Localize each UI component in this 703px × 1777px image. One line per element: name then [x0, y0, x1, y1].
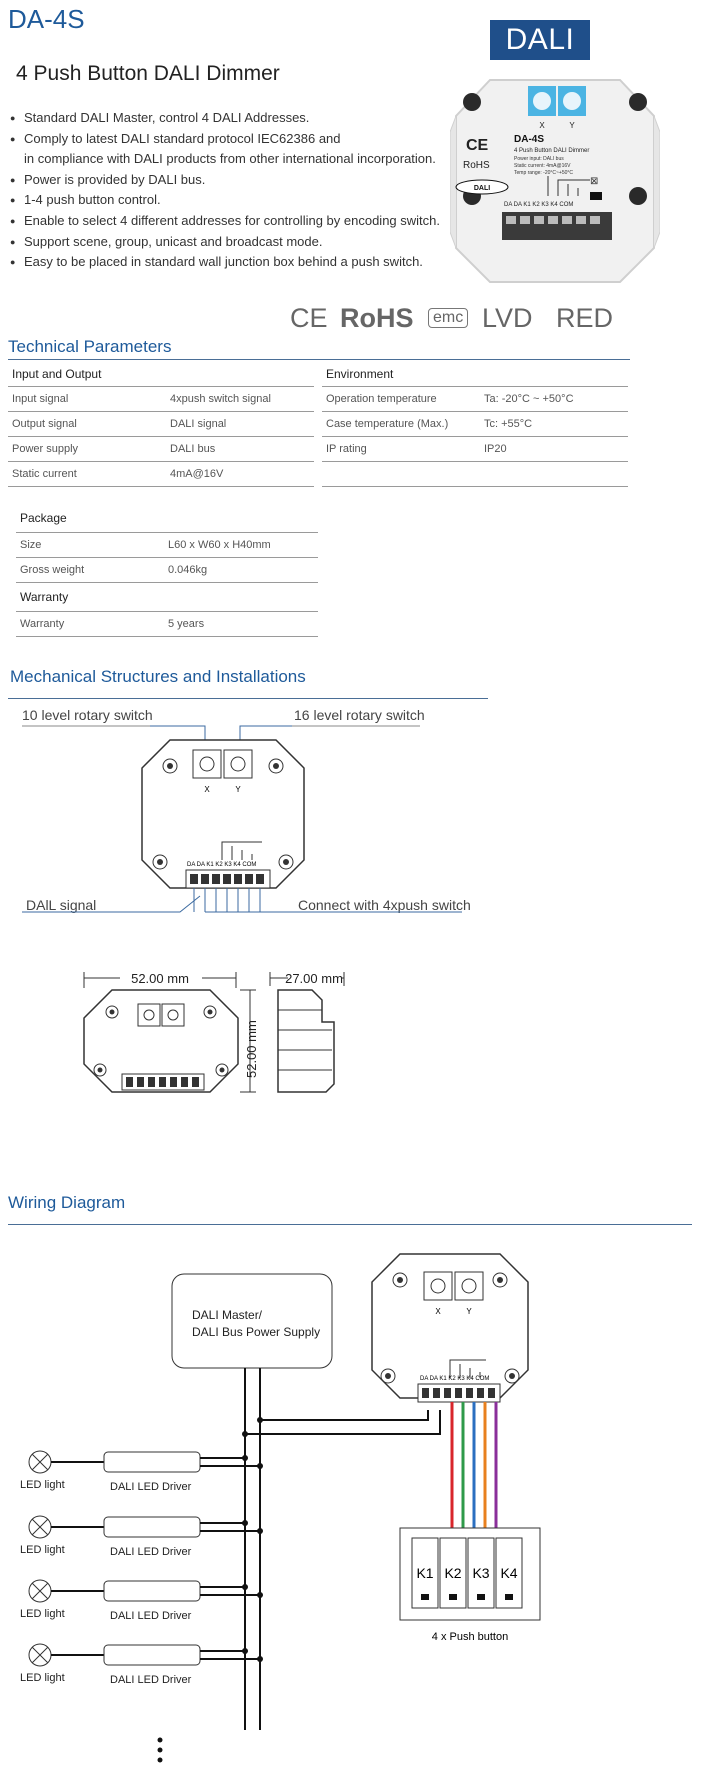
package-table: [16, 504, 318, 637]
param-label: Output signal: [8, 412, 166, 437]
wiring-title-rule: [8, 1224, 692, 1225]
master-label-line1: DALI Master/: [192, 1308, 263, 1322]
ce-certification: CE: [290, 303, 328, 333]
photo-switch-y: Y: [569, 121, 575, 130]
environment-heading: Environment: [322, 362, 628, 387]
feature-item: ● Comply to latest DALI standard protocol IEC62386 and: [10, 129, 450, 150]
photo-dali-badge: DALI: [473, 185, 491, 192]
product-name: 4 Push Button DALI Dimmer: [16, 62, 280, 85]
dali-led-driver-label: DALI LED Driver: [110, 1546, 192, 1558]
led-light-label: LED light: [20, 1544, 65, 1556]
table-row: [8, 387, 314, 412]
tech-title-rule: [8, 359, 630, 360]
device-photo: [450, 72, 660, 284]
feature-item: ● 1-4 push button control.: [10, 190, 450, 211]
param-label: Power supply: [8, 437, 166, 462]
mech-switch-x: X: [204, 785, 210, 794]
mechanical-title-rule: [8, 698, 488, 699]
product-model: DA-4S: [8, 4, 85, 34]
feature-item: ● Power is provided by DALI bus.: [10, 170, 450, 191]
param-label: Warranty: [16, 612, 164, 637]
table-row: [322, 387, 628, 412]
driver-wire: [200, 1651, 260, 1659]
io-heading: Input and Output: [8, 362, 314, 387]
wiring-switch-y: Y: [466, 1307, 472, 1316]
rohs-certification: RoHS: [340, 303, 414, 333]
param-value: 5 years: [164, 612, 318, 637]
param-label: Gross weight: [16, 558, 164, 583]
environment-table: [322, 362, 628, 487]
button-k4: K4: [500, 1565, 518, 1581]
button-k3: K3: [472, 1565, 490, 1581]
photo-label-temp: Temp range: -20°C~+50°C: [514, 170, 574, 176]
param-value: IP20: [480, 437, 628, 462]
table-row: [8, 412, 314, 437]
param-label: Size: [16, 533, 164, 558]
wiring-switch-x: X: [435, 1307, 441, 1316]
table-row: [16, 612, 318, 637]
photo-recycle-icon: ⊠: [590, 176, 599, 187]
dali-led-driver: [104, 1581, 200, 1601]
bus-junction: [257, 1528, 263, 1534]
photo-label-name: 4 Push Button DALI Dimmer: [514, 148, 590, 154]
lvd-certification: LVD: [482, 303, 533, 333]
wiring-diagram: [0, 1230, 703, 1770]
driver-wire: [200, 1458, 260, 1466]
dali-led-driver: [104, 1645, 200, 1665]
photo-label-model: DA-4S: [514, 134, 545, 145]
param-value: DALI signal: [166, 412, 314, 437]
param-label: Operation temperature: [322, 387, 480, 412]
param-value: 4xpush switch signal: [166, 387, 314, 412]
bus-junction: [257, 1592, 263, 1598]
mechanical-top-view: [0, 700, 470, 930]
feature-item: ● Enable to select 4 different addresses for controlling by encoding switch.: [10, 211, 450, 232]
bus-junction: [257, 1463, 263, 1469]
mech-switch-y: Y: [235, 785, 241, 794]
table-row: [16, 558, 318, 583]
param-value: Tc: +55°C: [480, 412, 628, 437]
dali-led-driver-label: DALI LED Driver: [110, 1674, 192, 1686]
wiring-terminals: DA DA K1 K2 K3 K4 COM: [420, 1376, 490, 1382]
driver-wire: [200, 1587, 260, 1595]
param-value: 4mA@16V: [166, 462, 314, 487]
dali-led-driver-label: DALI LED Driver: [110, 1610, 192, 1622]
height-dimension: 52.00 mm: [244, 1020, 259, 1078]
photo-ce-mark: CE: [466, 137, 489, 154]
dali-logo: DALI: [490, 20, 590, 60]
dimension-drawings: [60, 960, 400, 1150]
feature-item: ● Standard DALI Master, control 4 DALI Addresses.: [10, 108, 450, 129]
feature-list: [10, 108, 450, 273]
param-label: IP rating: [322, 437, 480, 462]
table-row: [8, 437, 314, 462]
dali-led-driver: [104, 1517, 200, 1537]
connect-label: Connect with 4xpush switch: [298, 897, 471, 913]
mechanical-section-title: Mechanical Structures and Installations: [10, 667, 306, 686]
dali-led-driver-label: DALI LED Driver: [110, 1481, 192, 1493]
photo-label-power: Power input: DALI bus: [514, 156, 564, 162]
table-row: [322, 437, 628, 462]
bus-junction: [242, 1520, 248, 1526]
package-heading: Package: [16, 504, 318, 533]
width-dimension: 52.00 mm: [131, 971, 189, 986]
red-certification: RED: [556, 303, 614, 333]
feature-item: ● Support scene, group, unicast and broadcast mode.: [10, 232, 450, 253]
tech-section-title: Technical Parameters: [8, 337, 172, 356]
param-value: L60 x W60 x H40mm: [164, 533, 318, 558]
rotary16-label: 16 level rotary switch: [294, 707, 425, 723]
bus-junction: [242, 1455, 248, 1461]
dali-signal-label: DAlL signal: [26, 897, 97, 913]
master-label-line2: DALI Bus Power Supply: [192, 1325, 321, 1339]
mech-terminals: DA DA K1 K2 K3 K4 COM: [187, 862, 257, 868]
dali-led-driver: [104, 1452, 200, 1472]
bus-junction: [242, 1648, 248, 1654]
photo-terminals: DA DA K1 K2 K3 K4 COM: [504, 202, 574, 208]
table-row: [322, 412, 628, 437]
param-label: Input signal: [8, 387, 166, 412]
table-row: [16, 533, 318, 558]
driver-wire: [200, 1523, 260, 1531]
push-button-label: 4 x Push button: [431, 1631, 509, 1643]
led-light-label: LED light: [20, 1479, 65, 1491]
led-light-label: LED light: [20, 1672, 65, 1684]
depth-dimension: 27.00 mm: [285, 971, 343, 986]
wiring-section-title: Wiring Diagram: [8, 1193, 126, 1212]
bus-junction: [257, 1656, 263, 1662]
param-value: 0.046kg: [164, 558, 318, 583]
param-label: Static current: [8, 462, 166, 487]
led-light-label: LED light: [20, 1608, 65, 1620]
bus-junction: [242, 1584, 248, 1590]
feature-item: ● Easy to be placed in standard wall junction box behind a push switch.: [10, 252, 450, 273]
feature-item: in compliance with DALI products from other international incorporation.: [24, 151, 436, 167]
photo-switch-x: X: [539, 121, 545, 130]
photo-label-current: Static current: 4mA@16V: [514, 163, 571, 169]
io-table: [8, 362, 314, 487]
param-label: Case temperature (Max.): [322, 412, 480, 437]
button-k1: K1: [416, 1565, 434, 1581]
param-value: DALI bus: [166, 437, 314, 462]
rotary10-label: 10 level rotary switch: [22, 707, 153, 723]
param-value: Ta: -20°C ~ +50°C: [480, 387, 628, 412]
warranty-heading: Warranty: [16, 583, 318, 612]
emc-certification: emc: [428, 308, 468, 328]
photo-rohs: RoHS: [463, 160, 490, 171]
table-row: [8, 462, 314, 487]
button-k2: K2: [444, 1565, 462, 1581]
